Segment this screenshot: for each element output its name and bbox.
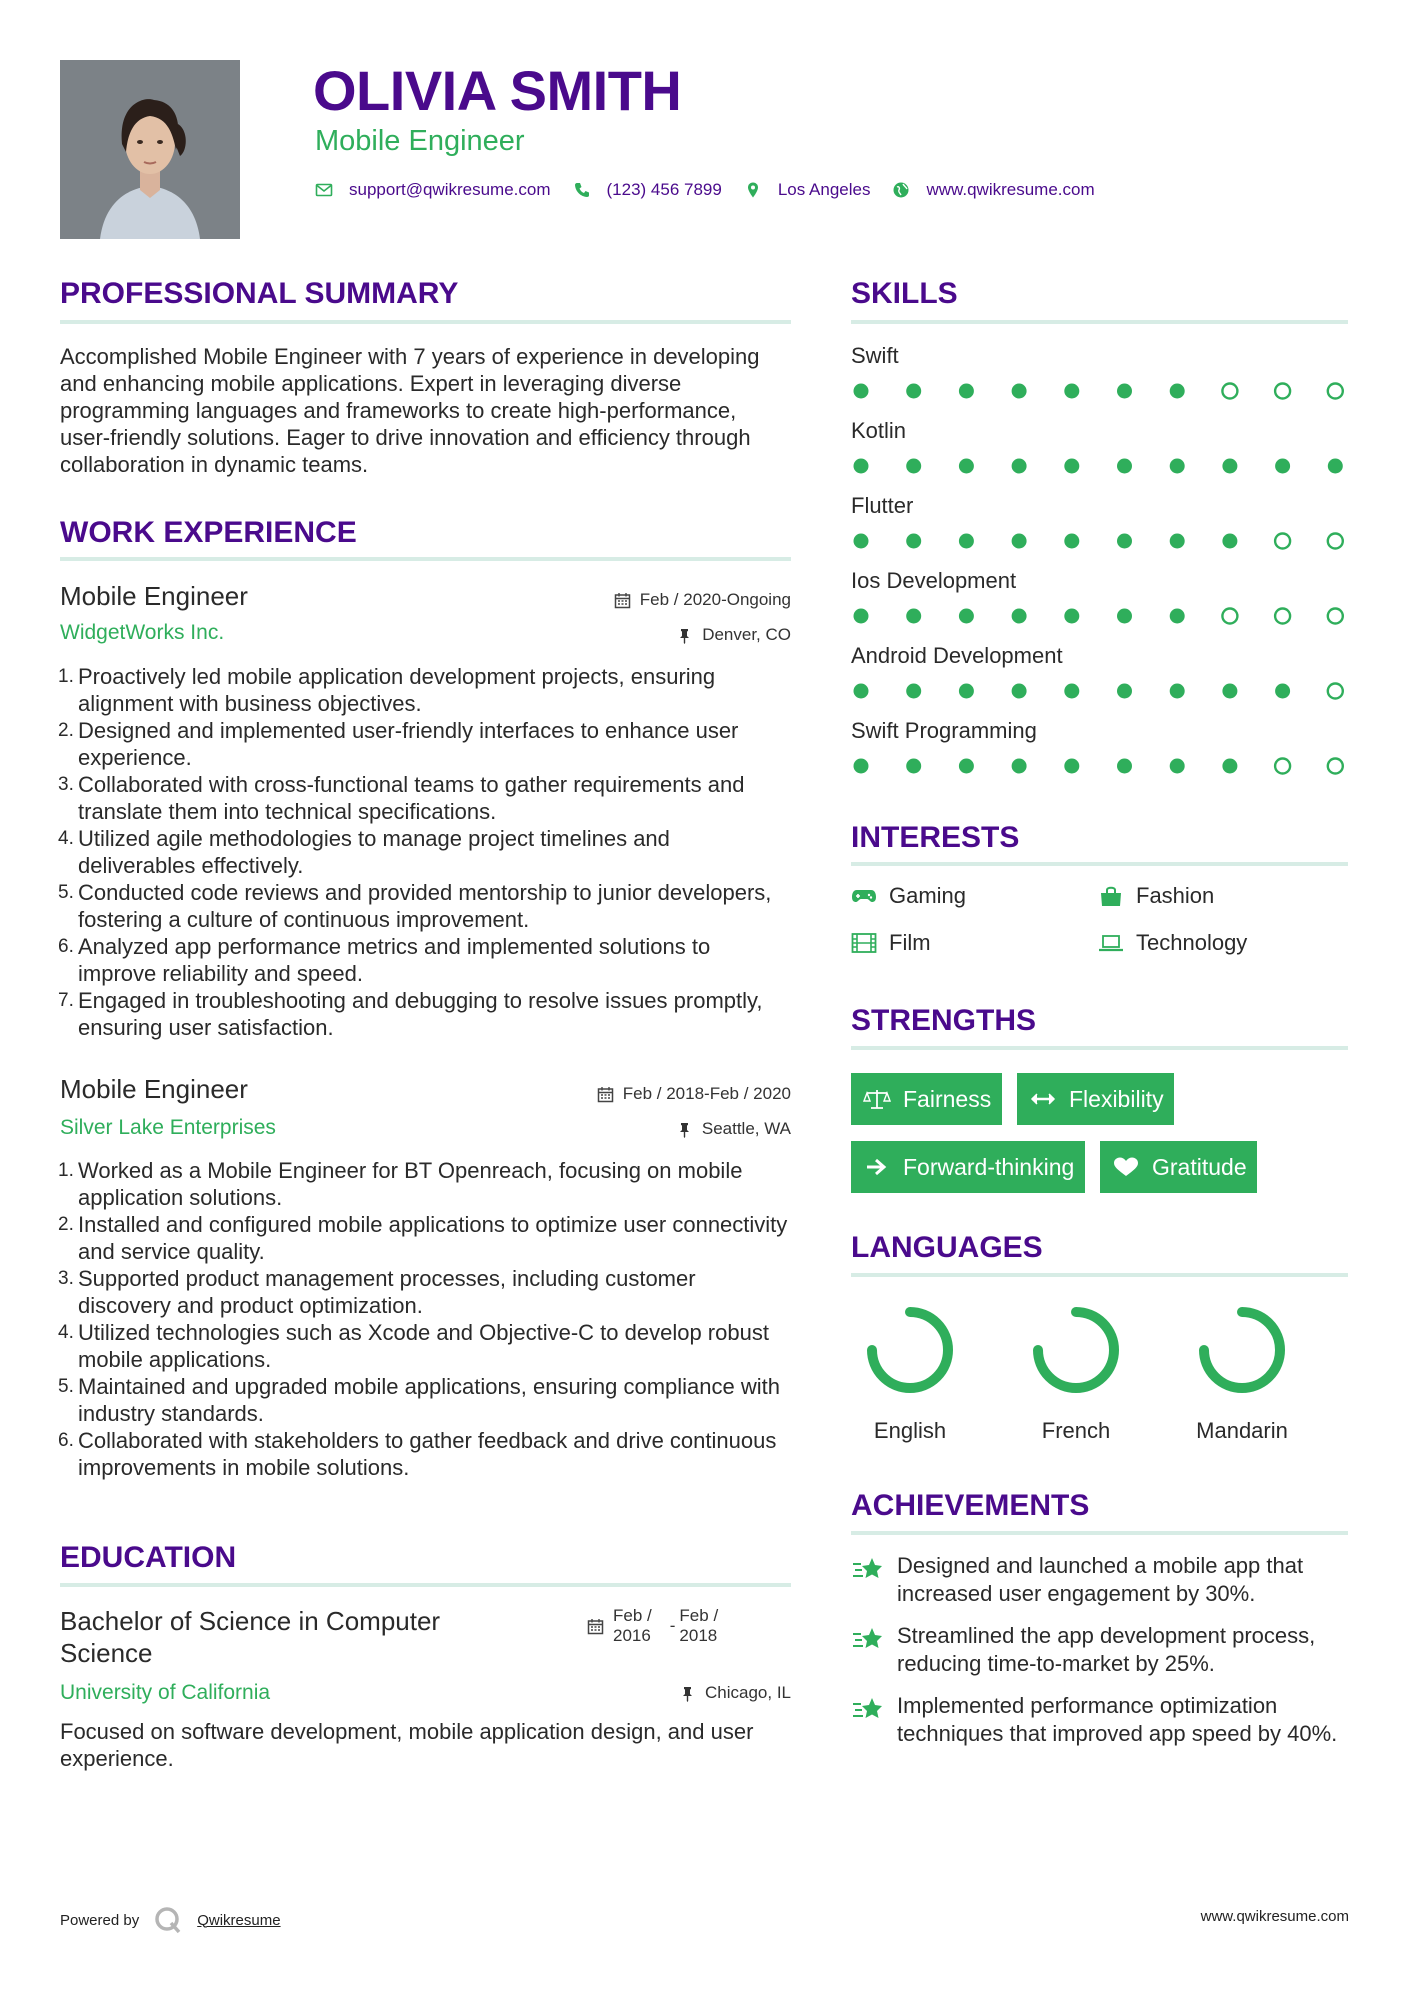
skill-dot-empty bbox=[1275, 609, 1290, 624]
skill-dot-empty bbox=[1275, 384, 1290, 399]
skill-dot-empty bbox=[1222, 609, 1237, 624]
education-description: Focused on software development, mobile application design, and user experience. bbox=[60, 1719, 754, 1771]
language-item bbox=[1016, 1300, 1136, 1444]
list-item: 1. Worked as a Mobile Engineer for BT Openreach, focusing on mobile application solutions. bbox=[58, 1158, 743, 1210]
interests-heading: INTERESTS bbox=[851, 821, 1020, 854]
candidate-title: Mobile Engineer bbox=[315, 125, 525, 157]
skill-dots bbox=[851, 755, 1351, 777]
list-item: 1. Proactively led mobile application development projects, ensuring alignment with business objectives. bbox=[58, 664, 716, 716]
skill-dot-empty bbox=[1222, 384, 1237, 399]
job-dates-text: Feb / 2018-Feb / 2020 bbox=[622, 1084, 791, 1103]
skill-rating bbox=[851, 380, 1351, 402]
arrows-horizontal-icon bbox=[1029, 1088, 1057, 1110]
laptop-icon bbox=[1098, 932, 1124, 954]
interest-item: Technology bbox=[1098, 930, 1247, 956]
skill-rating bbox=[851, 455, 1351, 477]
skill-name: Swift Programming bbox=[851, 718, 1037, 743]
phone-icon bbox=[573, 181, 591, 199]
calendar-icon bbox=[587, 1618, 604, 1635]
skill-dot-filled bbox=[1222, 534, 1237, 549]
language-item bbox=[850, 1300, 970, 1444]
interest-item: Film bbox=[851, 930, 931, 956]
pushpin-icon bbox=[676, 627, 693, 644]
job-dates bbox=[597, 1083, 791, 1105]
job-duties-list bbox=[60, 663, 791, 1041]
job-company: Silver Lake Enterprises bbox=[60, 1116, 276, 1139]
interest-item: Fashion bbox=[1098, 883, 1214, 909]
strength-badge: Gratitude bbox=[1100, 1141, 1257, 1193]
achievement-item: Streamlined the app development process, reducing time-to-market by 25%. bbox=[851, 1622, 1351, 1678]
language-progress-arc bbox=[1038, 1312, 1114, 1388]
list-item: 6. Analyzed app performance metrics and implemented solutions to improve reliability and speed. bbox=[58, 934, 711, 986]
skill-dot-empty bbox=[1328, 759, 1343, 774]
skill-dot-filled bbox=[1117, 534, 1132, 549]
pushpin-icon bbox=[676, 1121, 693, 1138]
education-dates bbox=[587, 1606, 718, 1646]
language-name: French bbox=[1041, 1418, 1111, 1443]
contact-location-text: Los Angeles bbox=[777, 180, 871, 199]
skill-dot-filled bbox=[906, 609, 921, 624]
contact-website-text: www.qwikresume.com bbox=[926, 180, 1095, 199]
school-name: University of California bbox=[60, 1681, 271, 1704]
skill-dot-filled bbox=[1012, 609, 1027, 624]
footer-website[interactable]: www.qwikresume.com bbox=[1200, 1908, 1349, 1925]
achievement-item: Designed and launched a mobile app that increased user engagement by 30%. bbox=[851, 1552, 1351, 1608]
skill-dot-filled bbox=[959, 759, 974, 774]
list-item: 6. Collaborated with stakeholders to gather feedback and drive continuous improvements in mobile solutions. bbox=[58, 1428, 777, 1480]
skill-dot-empty bbox=[1328, 609, 1343, 624]
job-title: Mobile Engineer bbox=[60, 581, 248, 611]
skill-dot-filled bbox=[1170, 609, 1185, 624]
footer-powered-by bbox=[60, 1905, 281, 1935]
job-duties-list bbox=[60, 1157, 791, 1481]
job-location-text: Seattle, WA bbox=[701, 1119, 791, 1138]
list-item: 3. Supported product management processes, including customer discovery and product optimization. bbox=[58, 1266, 696, 1318]
skill-dot-filled bbox=[959, 384, 974, 399]
skill-dot-filled bbox=[906, 534, 921, 549]
profile-photo-image bbox=[60, 60, 240, 239]
language-progress-ring bbox=[1192, 1300, 1292, 1400]
education-date-separator: - bbox=[669, 1616, 676, 1635]
balance-scale-icon bbox=[863, 1088, 891, 1110]
skill-dot-filled bbox=[1012, 534, 1027, 549]
skill-dot-empty bbox=[1275, 534, 1290, 549]
heart-icon bbox=[1112, 1156, 1140, 1178]
strengths-divider bbox=[851, 1046, 1348, 1050]
skill-dots bbox=[851, 605, 1351, 627]
skill-dot-filled bbox=[1222, 684, 1237, 699]
skill-dot-filled bbox=[1012, 459, 1027, 474]
interest-item: Gaming bbox=[851, 883, 966, 909]
list-item: 2. Installed and configured mobile applications to optimize user connectivity and service quality. bbox=[58, 1212, 788, 1264]
profile-photo bbox=[60, 60, 240, 239]
star-award-icon bbox=[851, 1694, 885, 1724]
arrow-right-icon bbox=[863, 1156, 891, 1178]
skill-dot-filled bbox=[1328, 459, 1343, 474]
skill-dot-empty bbox=[1328, 534, 1343, 549]
skill-dot-filled bbox=[1064, 684, 1079, 699]
achievements-divider bbox=[851, 1531, 1348, 1535]
skill-dot-filled bbox=[1012, 384, 1027, 399]
skill-dot-filled bbox=[854, 459, 869, 474]
language-name: English bbox=[873, 1418, 947, 1443]
skill-dots bbox=[851, 455, 1351, 477]
education-location bbox=[679, 1682, 791, 1704]
job-dates-text: Feb / 2020-Ongoing bbox=[639, 590, 791, 609]
skill-dot-filled bbox=[1275, 684, 1290, 699]
skill-name: Ios Development bbox=[851, 568, 1017, 593]
skill-dot-filled bbox=[1117, 459, 1132, 474]
list-item: 5. Maintained and upgraded mobile applications, ensuring compliance with industry standards. bbox=[58, 1374, 780, 1426]
contact-website[interactable] bbox=[892, 180, 1094, 200]
skill-dot-filled bbox=[959, 459, 974, 474]
skill-dot-filled bbox=[1222, 459, 1237, 474]
skill-dot-filled bbox=[1170, 384, 1185, 399]
contact-bar bbox=[315, 178, 1117, 202]
skill-dot-filled bbox=[1064, 759, 1079, 774]
languages-divider bbox=[851, 1273, 1348, 1277]
list-item: 4. Utilized technologies such as Xcode and Objective-C to develop robust mobile applications. bbox=[58, 1320, 769, 1372]
skill-dot-filled bbox=[1170, 759, 1185, 774]
calendar-icon bbox=[597, 1086, 614, 1103]
list-item: 4. Utilized agile methodologies to manage project timelines and deliverables effectively. bbox=[58, 826, 670, 878]
skill-dot-filled bbox=[1117, 684, 1132, 699]
skill-dot-filled bbox=[854, 759, 869, 774]
job-company: WidgetWorks Inc. bbox=[60, 621, 225, 644]
skill-name: Swift bbox=[851, 343, 899, 368]
list-item: 3. Collaborated with cross-functional teams to gather requirements and translate them into technical specifications. bbox=[58, 772, 745, 824]
list-item: 5. Conducted code reviews and provided mentorship to junior developers, fostering a culture of continuous improvement. bbox=[58, 880, 772, 932]
skill-dot-filled bbox=[906, 384, 921, 399]
calendar-icon bbox=[614, 592, 631, 609]
skill-dot-filled bbox=[1170, 534, 1185, 549]
skill-dot-filled bbox=[1012, 684, 1027, 699]
skill-rating bbox=[851, 755, 1351, 777]
language-progress-ring bbox=[860, 1300, 960, 1400]
skill-rating bbox=[851, 530, 1351, 552]
skill-dot-empty bbox=[1328, 684, 1343, 699]
skill-dot-filled bbox=[854, 684, 869, 699]
summary-divider bbox=[60, 320, 791, 324]
map-marker-icon bbox=[744, 181, 762, 199]
skill-dot-empty bbox=[1275, 759, 1290, 774]
skills-divider bbox=[851, 320, 1348, 324]
strength-badge: Fairness bbox=[851, 1073, 1002, 1125]
contact-email-text: support@qwikresume.com bbox=[349, 180, 551, 199]
job-location bbox=[676, 624, 791, 646]
language-progress-arc bbox=[1204, 1312, 1280, 1388]
contact-location bbox=[744, 180, 871, 200]
skill-dot-filled bbox=[1170, 684, 1185, 699]
star-award-icon bbox=[851, 1624, 885, 1654]
languages-heading: LANGUAGES bbox=[851, 1231, 1043, 1264]
experience-divider bbox=[60, 557, 791, 561]
star-award-icon bbox=[851, 1554, 885, 1584]
shopping-bag-icon bbox=[1098, 885, 1124, 907]
interests-divider bbox=[851, 862, 1348, 866]
job-title: Mobile Engineer bbox=[60, 1074, 248, 1104]
skill-dot-filled bbox=[906, 759, 921, 774]
job-dates bbox=[614, 589, 791, 611]
skill-dot-empty bbox=[1328, 384, 1343, 399]
skill-dots bbox=[851, 380, 1351, 402]
skill-dot-filled bbox=[1117, 609, 1132, 624]
language-progress-arc bbox=[872, 1312, 948, 1388]
brand-link[interactable]: Qwikresume bbox=[197, 1911, 281, 1929]
skills-heading: SKILLS bbox=[851, 277, 958, 310]
skill-dot-filled bbox=[1064, 384, 1079, 399]
candidate-name: OLIVIA SMITH bbox=[313, 59, 682, 122]
pushpin-icon bbox=[679, 1685, 696, 1702]
experience-heading: WORK EXPERIENCE bbox=[60, 516, 357, 549]
skill-rating bbox=[851, 680, 1351, 702]
language-item bbox=[1182, 1300, 1302, 1444]
summary-heading: PROFESSIONAL SUMMARY bbox=[60, 277, 459, 310]
skill-dot-filled bbox=[1170, 459, 1185, 474]
achievements-heading: ACHIEVEMENTS bbox=[851, 1489, 1090, 1522]
powered-by-label: Powered by bbox=[60, 1911, 140, 1929]
education-end-date: Feb / 2018 bbox=[679, 1606, 719, 1645]
skill-dot-filled bbox=[1012, 759, 1027, 774]
skill-dot-filled bbox=[1064, 459, 1079, 474]
skill-rating bbox=[851, 605, 1351, 627]
globe-icon bbox=[892, 181, 910, 199]
gamepad-icon bbox=[851, 885, 877, 907]
skill-name: Flutter bbox=[851, 493, 914, 518]
contact-phone[interactable] bbox=[573, 180, 722, 200]
education-start-date: Feb / 2016 bbox=[613, 1606, 652, 1645]
language-name: Mandarin bbox=[1196, 1418, 1288, 1443]
skill-dot-filled bbox=[1222, 759, 1237, 774]
skill-dot-filled bbox=[1117, 384, 1132, 399]
degree-title: Bachelor of Science in Computer Science bbox=[60, 1606, 441, 1668]
skill-name: Kotlin bbox=[851, 418, 907, 443]
strengths-heading: STRENGTHS bbox=[851, 1004, 1037, 1037]
film-icon bbox=[851, 932, 877, 954]
list-item: 2. Designed and implemented user-friendly interfaces to enhance user experience. bbox=[58, 718, 739, 770]
skill-dot-filled bbox=[959, 534, 974, 549]
skill-dots bbox=[851, 680, 1351, 702]
list-item: 7. Engaged in troubleshooting and debugging to resolve issues promptly, ensuring user satisfaction. bbox=[58, 988, 763, 1040]
skill-name: Android Development bbox=[851, 643, 1063, 668]
language-progress-ring bbox=[1026, 1300, 1126, 1400]
skill-dot-filled bbox=[1064, 534, 1079, 549]
strength-badge: Flexibility bbox=[1017, 1073, 1174, 1125]
envelope-icon bbox=[315, 181, 333, 199]
education-divider bbox=[60, 1583, 791, 1587]
skill-dot-filled bbox=[959, 609, 974, 624]
strength-badge: Forward-thinking bbox=[851, 1141, 1085, 1193]
skill-dot-filled bbox=[854, 384, 869, 399]
skill-dots bbox=[851, 530, 1351, 552]
skill-dot-filled bbox=[906, 459, 921, 474]
skill-dot-filled bbox=[854, 609, 869, 624]
skill-dot-filled bbox=[1117, 759, 1132, 774]
education-location-text: Chicago, IL bbox=[705, 1683, 791, 1702]
achievement-item: Implemented performance optimization techniques that improved app speed by 40%. bbox=[851, 1692, 1351, 1748]
summary-text: Accomplished Mobile Engineer with 7 years of experience in developing and enhancing mobile applications. Expert in leveraging diverse programming languages and frameworks to create high-performance, user-friendly solutions. Eager to drive innovation and efficiency through collaboration in dynamic teams. bbox=[60, 344, 760, 477]
skill-dot-filled bbox=[906, 684, 921, 699]
job-location-text: Denver, CO bbox=[702, 625, 791, 644]
job-location bbox=[676, 1118, 791, 1140]
contact-email[interactable] bbox=[315, 180, 551, 200]
skill-dot-filled bbox=[854, 534, 869, 549]
qwikresume-logo-icon bbox=[153, 1905, 183, 1935]
skill-dot-filled bbox=[959, 684, 974, 699]
contact-phone-text: (123) 456 7899 bbox=[606, 180, 722, 199]
education-heading: EDUCATION bbox=[60, 1541, 237, 1574]
skill-dot-filled bbox=[1275, 459, 1290, 474]
skill-dot-filled bbox=[1064, 609, 1079, 624]
